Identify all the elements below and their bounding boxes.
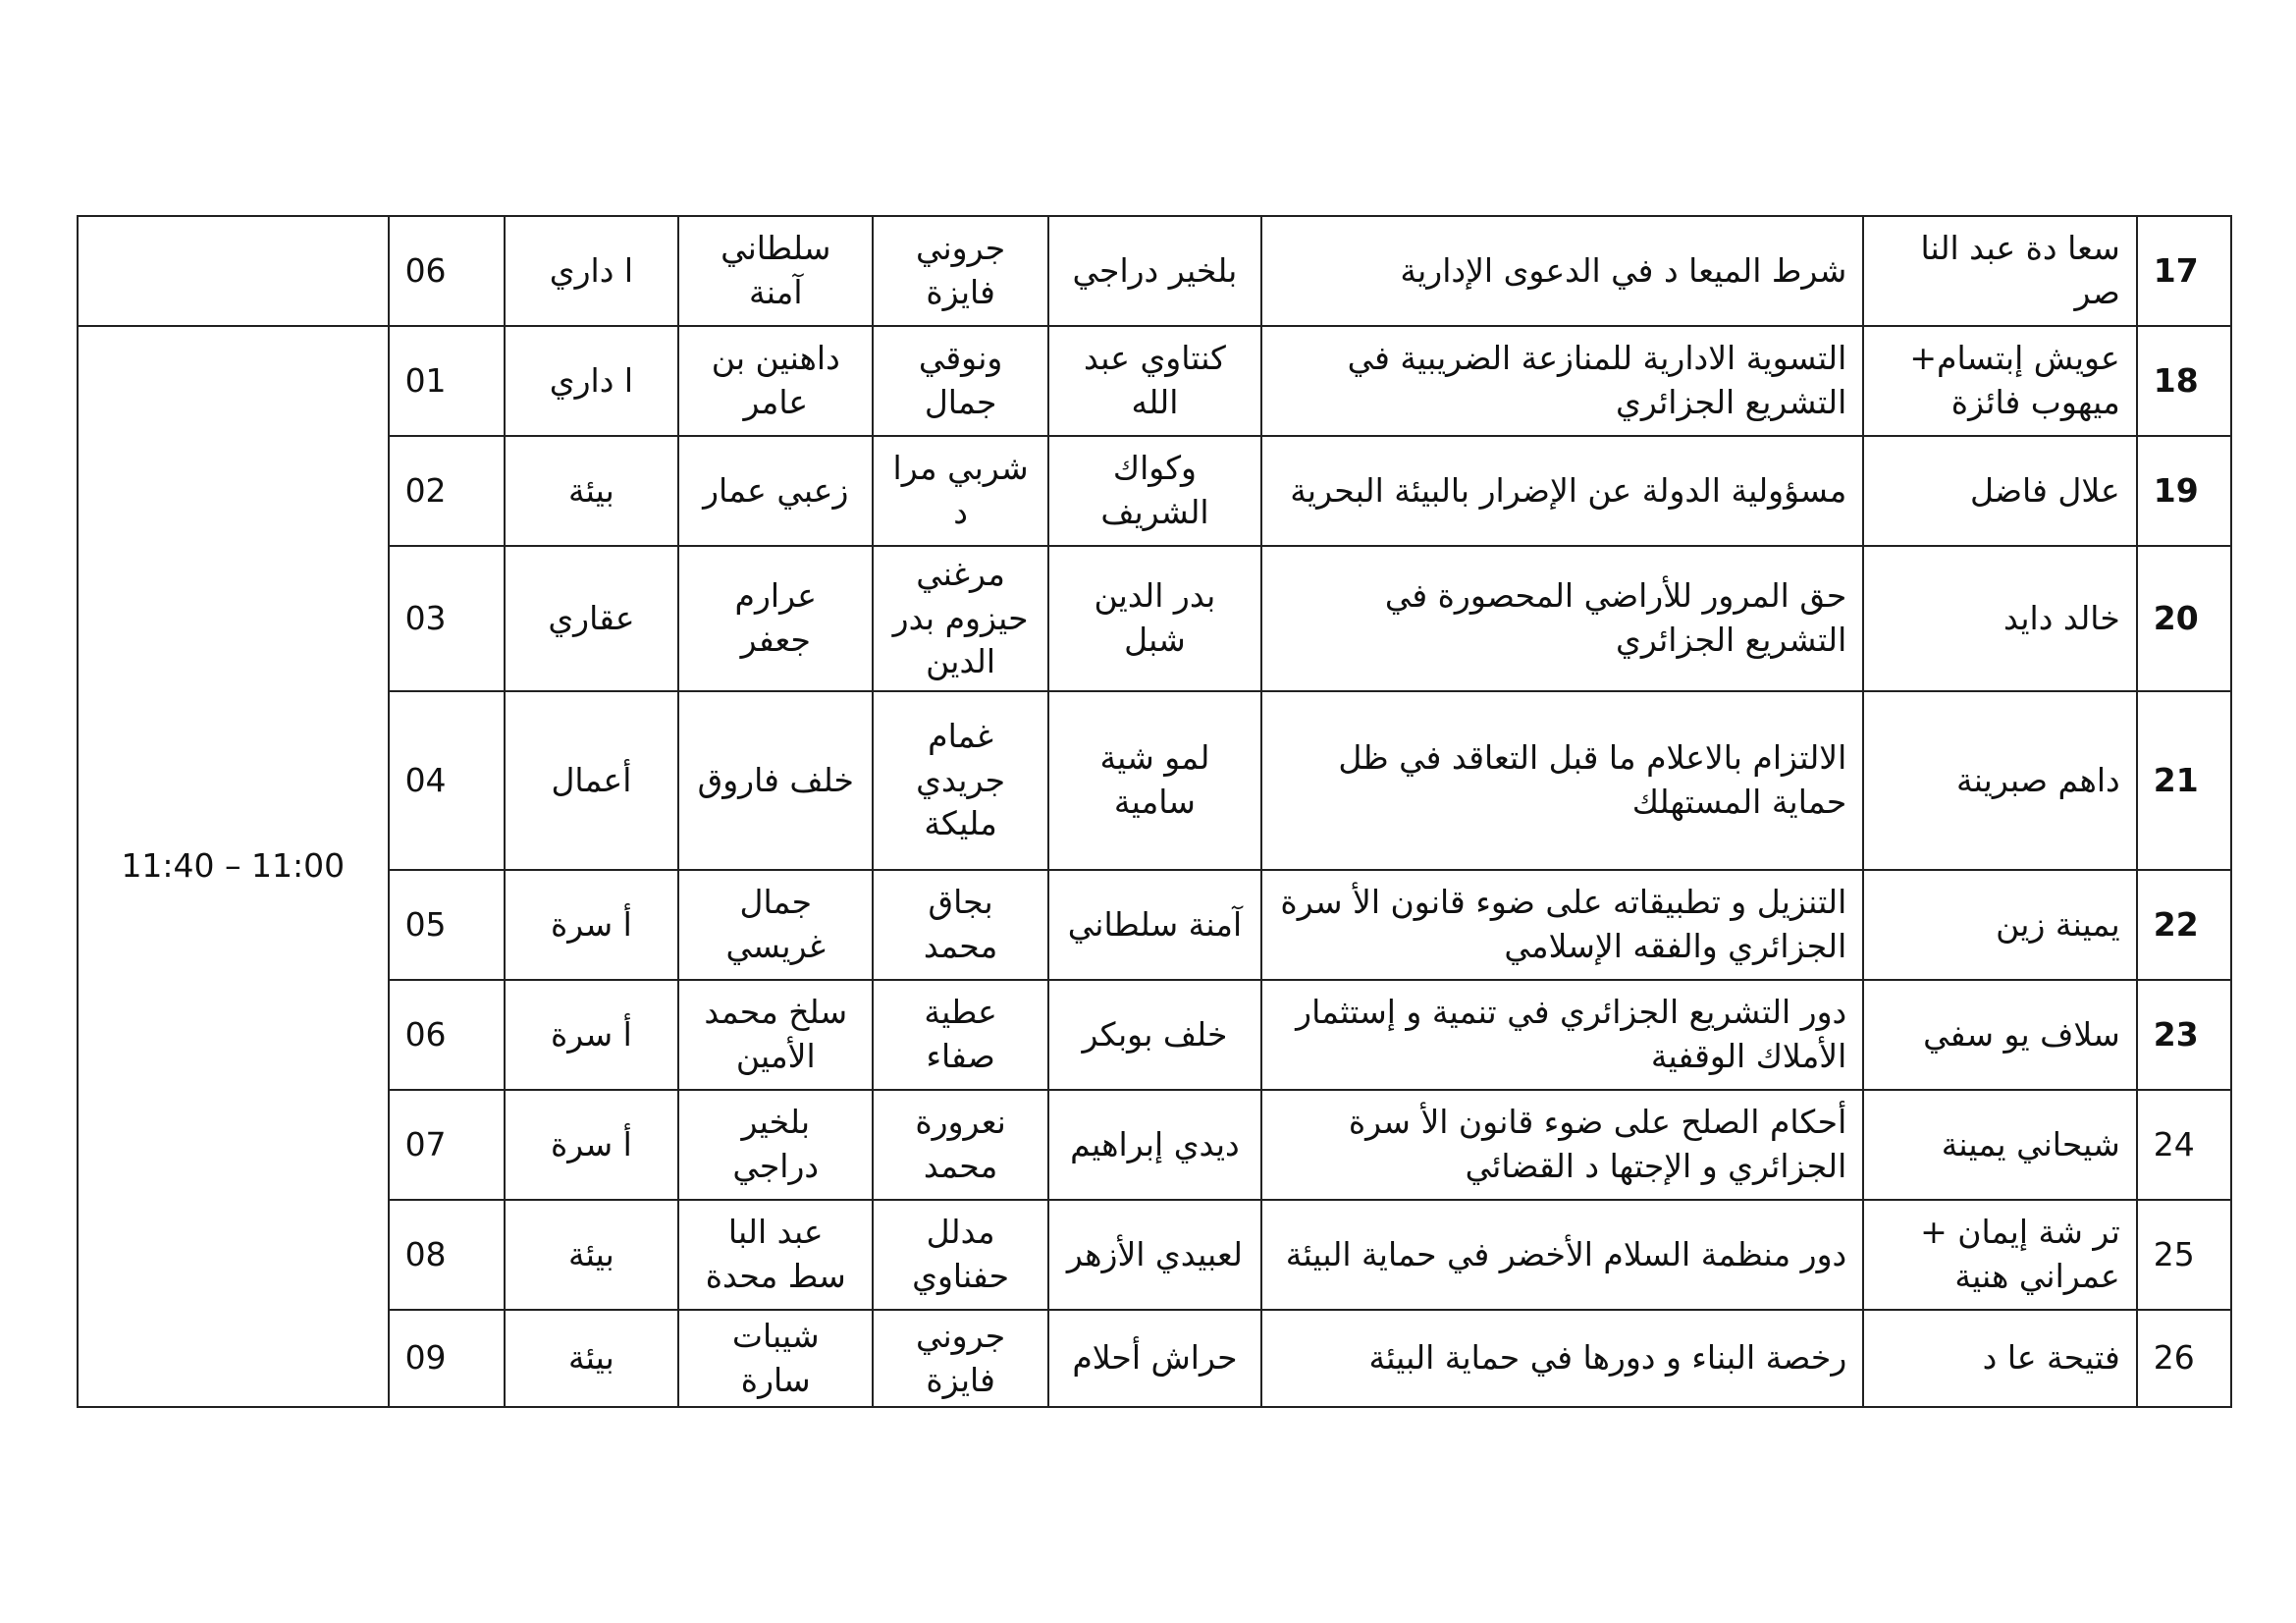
row-number-cell: 21 bbox=[2137, 691, 2231, 870]
room-cell: 08 bbox=[389, 1200, 505, 1310]
students-cell: يمينة زين bbox=[1863, 870, 2137, 980]
examiner-1-cell: شربي مرا د bbox=[873, 436, 1047, 546]
row-number-cell: 19 bbox=[2137, 436, 2231, 546]
supervisor-cell: بدر الدين شبل bbox=[1048, 546, 1261, 691]
examiner-2-cell: عرارم جعفر bbox=[678, 546, 873, 691]
supervisor-cell: لعبيدي الأزهر bbox=[1048, 1200, 1261, 1310]
thesis-title-cell: التنزيل و تطبيقاته على ضوء قانون الأ سرة الجزائري والفقه الإسلامي bbox=[1261, 870, 1863, 980]
examiner-1-cell: جروني فايزة bbox=[873, 1310, 1047, 1407]
supervisor-cell: وكواك الشريف bbox=[1048, 436, 1261, 546]
row-number-cell: 17 bbox=[2137, 216, 2231, 326]
students-cell: علال فاضل bbox=[1863, 436, 2137, 546]
thesis-title-cell: دور التشريع الجزائري في تنمية و إستثمار الأملاك الوقفية bbox=[1261, 980, 1863, 1090]
examiner-1-cell: مرغني حيزوم بدر الدين bbox=[873, 546, 1047, 691]
examiner-2-cell: بلخير دراجي bbox=[678, 1090, 873, 1200]
examiner-2-cell: خلف فاروق bbox=[678, 691, 873, 870]
students-cell: داهم صبرينة bbox=[1863, 691, 2137, 870]
room-cell: 06 bbox=[389, 980, 505, 1090]
specialty-cell: أ سرة bbox=[505, 980, 678, 1090]
table-row bbox=[78, 216, 2231, 326]
table-row bbox=[78, 546, 2231, 691]
specialty-cell: أعمال bbox=[505, 691, 678, 870]
room-cell: 04 bbox=[389, 691, 505, 870]
specialty-cell: بيئة bbox=[505, 436, 678, 546]
examiner-2-cell: جمال غريسي bbox=[678, 870, 873, 980]
examiner-1-cell: جروني فايزة bbox=[873, 216, 1047, 326]
students-cell: سعا دة عبد النا صر bbox=[1863, 216, 2137, 326]
table-row bbox=[78, 436, 2231, 546]
defense-schedule-table bbox=[77, 215, 2232, 1408]
table-row bbox=[78, 326, 2231, 436]
examiner-1-cell: عطية صفاء bbox=[873, 980, 1047, 1090]
supervisor-cell: بلخير دراجي bbox=[1048, 216, 1261, 326]
row-number-cell: 26 bbox=[2137, 1310, 2231, 1407]
row-number-cell: 18 bbox=[2137, 326, 2231, 436]
supervisor-cell: آمنة سلطاني bbox=[1048, 870, 1261, 980]
examiner-2-cell: سلطاني آمنة bbox=[678, 216, 873, 326]
row-number-cell: 23 bbox=[2137, 980, 2231, 1090]
row-number-cell: 22 bbox=[2137, 870, 2231, 980]
room-cell: 06 bbox=[389, 216, 505, 326]
examiner-2-cell: داهنين بن عامر bbox=[678, 326, 873, 436]
thesis-title-cell: الالتزام بالاعلام ما قبل التعاقد في ظل حماية المستهلك bbox=[1261, 691, 1863, 870]
row-number-cell: 25 bbox=[2137, 1200, 2231, 1310]
specialty-cell: ا داري bbox=[505, 216, 678, 326]
table-row bbox=[78, 980, 2231, 1090]
table-row bbox=[78, 1090, 2231, 1200]
examiner-2-cell: زعبي عمار bbox=[678, 436, 873, 546]
examiner-1-cell: نعرورة محمد bbox=[873, 1090, 1047, 1200]
examiner-1-cell: مدلل حفناوي bbox=[873, 1200, 1047, 1310]
specialty-cell: عقاري bbox=[505, 546, 678, 691]
table-row bbox=[78, 870, 2231, 980]
examiner-1-cell: غمام جريدي مليكة bbox=[873, 691, 1047, 870]
supervisor-cell: خلف بوبكر bbox=[1048, 980, 1261, 1090]
students-cell: عويش إبتسام+ ميهوب فائزة bbox=[1863, 326, 2137, 436]
table-row bbox=[78, 1310, 2231, 1407]
thesis-title-cell: حق المرور للأراضي المحصورة في التشريع الجزائري bbox=[1261, 546, 1863, 691]
supervisor-cell: ديدي إبراهيم bbox=[1048, 1090, 1261, 1200]
room-cell: 02 bbox=[389, 436, 505, 546]
examiner-2-cell: سلخ محمد الأمين bbox=[678, 980, 873, 1090]
row-number-cell: 24 bbox=[2137, 1090, 2231, 1200]
specialty-cell: بيئة bbox=[505, 1310, 678, 1407]
supervisor-cell: لمو شية سامية bbox=[1048, 691, 1261, 870]
examiner-2-cell: شيبات سارة bbox=[678, 1310, 873, 1407]
examiner-2-cell: عبد البا سط محدة bbox=[678, 1200, 873, 1310]
room-cell: 09 bbox=[389, 1310, 505, 1407]
students-cell: شيحاني يمينة bbox=[1863, 1090, 2137, 1200]
thesis-title-cell: رخصة البناء و دورها في حماية البيئة bbox=[1261, 1310, 1863, 1407]
table-row bbox=[78, 1200, 2231, 1310]
row-number-cell: 20 bbox=[2137, 546, 2231, 691]
room-cell: 03 bbox=[389, 546, 505, 691]
students-cell: فتيحة عا د bbox=[1863, 1310, 2137, 1407]
students-cell: خالد دايد bbox=[1863, 546, 2137, 691]
room-cell: 05 bbox=[389, 870, 505, 980]
specialty-cell: بيئة bbox=[505, 1200, 678, 1310]
students-cell: تر شة إيمان + عمراني هنية bbox=[1863, 1200, 2137, 1310]
room-cell: 01 bbox=[389, 326, 505, 436]
time-slot-cell: 11:40 – 11:00 bbox=[78, 326, 389, 1407]
examiner-1-cell: بجاق محمد bbox=[873, 870, 1047, 980]
examiner-1-cell: ونوقي جمال bbox=[873, 326, 1047, 436]
room-cell: 07 bbox=[389, 1090, 505, 1200]
thesis-title-cell: التسوية الادارية للمنازعة الضريبية في التشريع الجزائري bbox=[1261, 326, 1863, 436]
time-cell-empty bbox=[78, 216, 389, 326]
specialty-cell: ا داري bbox=[505, 326, 678, 436]
supervisor-cell: حراش أحلام bbox=[1048, 1310, 1261, 1407]
thesis-title-cell: دور منظمة السلام الأخضر في حماية البيئة bbox=[1261, 1200, 1863, 1310]
thesis-title-cell: مسؤولية الدولة عن الإضرار بالبيئة البحرية bbox=[1261, 436, 1863, 546]
specialty-cell: أ سرة bbox=[505, 870, 678, 980]
supervisor-cell: كنتاوي عبد الله bbox=[1048, 326, 1261, 436]
specialty-cell: أ سرة bbox=[505, 1090, 678, 1200]
thesis-title-cell: شرط الميعا د في الدعوى الإدارية bbox=[1261, 216, 1863, 326]
table-row bbox=[78, 691, 2231, 870]
students-cell: سلاف يو سفي bbox=[1863, 980, 2137, 1090]
thesis-title-cell: أحكام الصلح على ضوء قانون الأ سرة الجزائري و الإجتها د القضائي bbox=[1261, 1090, 1863, 1200]
